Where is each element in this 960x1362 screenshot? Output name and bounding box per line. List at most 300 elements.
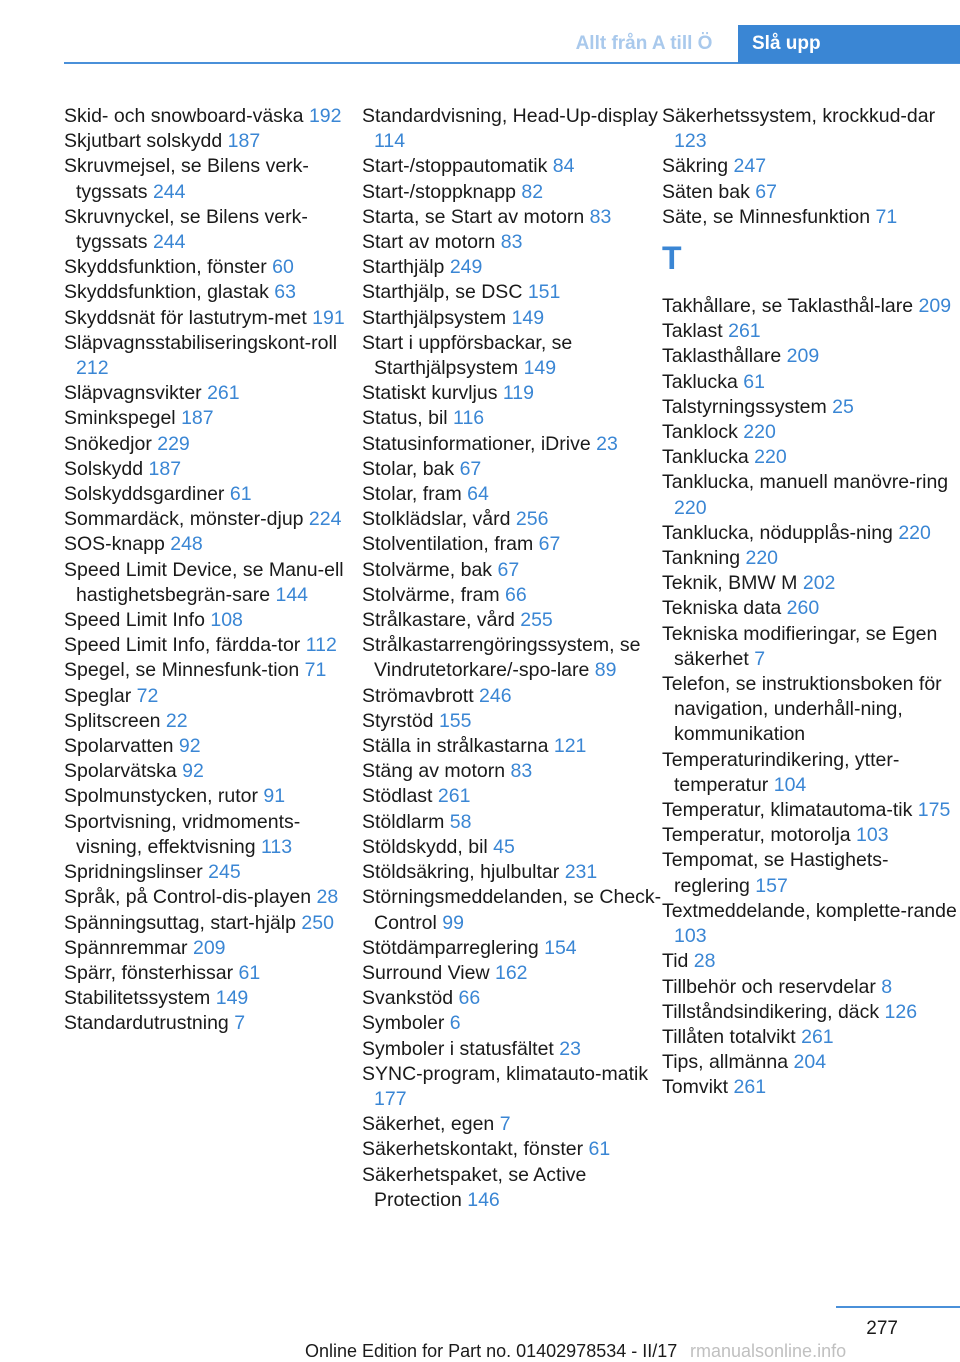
index-entry	[362, 104, 662, 154]
index-page-link[interactable]: 256	[515, 508, 549, 531]
index-entry-term: Start-/stoppautomatik	[362, 155, 553, 178]
index-entry	[64, 1011, 364, 1036]
index-entry	[64, 986, 364, 1011]
index-entry	[662, 622, 958, 672]
index-page-link[interactable]: 82	[521, 180, 544, 203]
index-page-link[interactable]: 192	[308, 105, 342, 127]
index-entry-term: Säten bak	[662, 180, 756, 203]
index-page-link[interactable]: 7	[754, 647, 766, 670]
header-tab-lookup[interactable]: Slå upp	[738, 25, 960, 63]
index-entry-term: Släpvagnsstabiliseringskont-roll	[64, 331, 338, 354]
index-page-link[interactable]: 229	[157, 432, 190, 455]
index-column-3	[662, 104, 958, 1101]
index-entry-term: Sminkspegel	[64, 407, 182, 430]
index-page-link[interactable]: 209	[918, 295, 952, 318]
index-page-link[interactable]: 61	[588, 1138, 611, 1161]
index-page-link[interactable]: 261	[207, 382, 240, 405]
index-page-link[interactable]: 66	[505, 583, 527, 606]
index-entry-term: Temperaturindikering, ytter-temperatur	[662, 748, 900, 796]
index-entry	[662, 823, 958, 848]
index-page-link[interactable]: 61	[743, 370, 765, 393]
index-page-link[interactable]: 89	[594, 659, 617, 682]
index-entry	[662, 1075, 958, 1100]
index-page-link[interactable]: 244	[152, 231, 186, 254]
index-entry	[362, 810, 662, 835]
index-entry-term: Skid- och snowboard-väska	[64, 105, 309, 127]
index-page-link[interactable]: 162	[494, 961, 528, 984]
index-entry	[362, 1062, 662, 1112]
index-page-link[interactable]: 83	[510, 760, 533, 783]
index-page-link[interactable]: 71	[875, 205, 898, 228]
index-entry-term: Takhållare, se Taklasthål-lare	[662, 295, 919, 318]
index-entry-term: Spänningsuttag, start-hjälp	[64, 911, 302, 934]
index-entry-term: Tempomat, se Hastighets-reglering	[662, 849, 889, 897]
index-entry	[362, 759, 662, 784]
index-entry	[362, 507, 662, 532]
index-page-link[interactable]: 220	[674, 496, 707, 519]
index-entry-term: Svankstöd	[362, 987, 459, 1010]
index-entry-term: Säkerhet, egen	[362, 1113, 500, 1136]
index-entry-term: Speed Limit Info, färdda-tor	[64, 634, 306, 657]
index-entry-term: Statiskt kurvljus	[362, 382, 503, 405]
index-page-link[interactable]: 66	[458, 987, 481, 1010]
index-page-link[interactable]: 209	[192, 936, 226, 959]
index-entry-term: Solskydd	[64, 457, 149, 480]
index-page-link[interactable]: 246	[479, 684, 512, 707]
index-entry	[64, 709, 364, 734]
index-page-link[interactable]: 113	[261, 835, 293, 858]
index-page-link[interactable]: 72	[136, 684, 159, 707]
index-entry-term: Speglar	[64, 684, 137, 707]
header-section-title: Allt från A till Ö	[575, 33, 713, 54]
index-entry-term: Starthjälpsystem	[362, 306, 512, 329]
index-page-link[interactable]: 58	[449, 810, 472, 833]
index-entry-term: Start-/stoppknapp	[362, 180, 522, 203]
index-page-link[interactable]: 6	[449, 1012, 461, 1035]
index-entry	[64, 911, 364, 936]
index-entry	[64, 381, 364, 406]
index-entry-term: Temperatur, klimatautoma-tik	[662, 799, 918, 822]
index-entry-term: Stöldsäkring, hjulbultar	[362, 861, 565, 884]
index-entry-term: Standardutrustning	[64, 1012, 235, 1035]
index-entry	[64, 558, 364, 608]
index-page-link[interactable]: 187	[181, 407, 214, 430]
index-entry-term: Temperatur, motorolja	[662, 824, 857, 847]
index-entry-term: Stöldskydd, bil	[362, 835, 494, 858]
index-page-link[interactable]: 126	[884, 1000, 918, 1023]
index-page-link[interactable]: 63	[274, 281, 296, 304]
index-entry	[362, 255, 662, 280]
index-entry-term: Solskyddsgardiner	[64, 483, 230, 506]
index-entry	[64, 860, 364, 885]
index-entry	[662, 420, 958, 445]
index-entry-term: Släpvagnsvikter	[64, 382, 208, 405]
index-entry-term: Tanklucka, manuell manövre-ring	[662, 471, 949, 494]
index-entry	[64, 154, 364, 204]
index-entry	[662, 571, 958, 596]
index-page-link[interactable]: 151	[527, 281, 561, 304]
index-entry-term: Skruvmejsel, se Bilens verk-tygssats	[64, 155, 309, 203]
index-entry-term: Säkring	[662, 155, 734, 178]
index-page-link[interactable]: 220	[754, 446, 787, 469]
index-entry	[64, 507, 364, 532]
index-entry-term: Textmeddelande, komplette-rande	[662, 899, 957, 922]
index-page-link[interactable]: 149	[215, 987, 249, 1010]
index-entry-term: Säkerhetskontakt, fönster	[362, 1138, 589, 1161]
index-entry	[362, 784, 662, 809]
index-entry-term: Tid	[662, 950, 694, 973]
index-entry-term: Spännremmar	[64, 936, 193, 959]
index-page-link[interactable]: 28	[316, 886, 339, 909]
index-entry	[362, 1011, 662, 1036]
index-entry-term: Säkerhetssystem, krockkud-dar	[662, 105, 936, 127]
index-page-link[interactable]: 202	[802, 572, 836, 595]
index-page-link[interactable]: 25	[832, 395, 854, 418]
index-page-link[interactable]: 149	[523, 357, 557, 380]
index-letter-heading: T	[662, 240, 682, 277]
index-entry	[64, 306, 364, 331]
index-entry	[64, 759, 364, 784]
index-page-link[interactable]: 261	[728, 320, 761, 343]
index-entry-term: SYNC-program, klimatauto-matik	[362, 1062, 649, 1085]
index-entry-term: Skyddsfunktion, fönster	[64, 256, 273, 279]
index-entry	[662, 521, 958, 546]
index-page-link[interactable]: 7	[499, 1113, 511, 1136]
index-entry-term: Tillbehör och reservdelar	[662, 975, 882, 998]
index-entry	[362, 230, 662, 255]
index-entry	[362, 205, 662, 230]
index-entry-term: Spegel, se Minnesfunk-tion	[64, 659, 305, 682]
index-entry	[362, 835, 662, 860]
footer-edition: Online Edition for Part no. 01402978534 - II/17	[305, 1341, 678, 1361]
index-page-link[interactable]: 28	[693, 950, 716, 973]
index-entry	[362, 180, 662, 205]
index-entry-term: Sportvisning, vridmoments-visning, effektvisning	[64, 810, 301, 858]
index-entry-term: Taklast	[662, 320, 729, 343]
index-entry	[362, 709, 662, 734]
index-page-link[interactable]: 220	[743, 421, 776, 444]
index-entry	[64, 255, 364, 280]
index-page-link[interactable]: 67	[538, 533, 561, 556]
index-entry	[662, 546, 958, 571]
index-page-link[interactable]: 108	[210, 609, 243, 632]
index-entry	[64, 205, 364, 255]
index-entry	[64, 457, 364, 482]
index-page-link[interactable]: 67	[755, 180, 777, 203]
index-entry	[662, 596, 958, 621]
index-page-link[interactable]: 91	[263, 785, 286, 808]
index-entry-term: Stäng av motorn	[362, 760, 511, 783]
index-page-link[interactable]: 22	[165, 709, 188, 732]
index-entry-term: Stötdämparreglering	[362, 936, 545, 959]
index-entry-term: Stabilitetssystem	[64, 987, 216, 1010]
index-entry	[662, 445, 958, 470]
index-entry	[362, 734, 662, 759]
index-entry	[64, 482, 364, 507]
index-page-link[interactable]: 8	[881, 975, 893, 998]
index-entry	[362, 306, 662, 331]
index-entry-term: Tanklucka, nödupplås-ning	[662, 521, 899, 544]
index-entry	[662, 975, 958, 1000]
index-entry	[64, 104, 364, 129]
index-entry-term: Splitscreen	[64, 709, 166, 732]
index-entry	[64, 961, 364, 986]
index-entry	[662, 672, 958, 748]
index-page-link[interactable]: 71	[304, 659, 327, 682]
index-entry-term: Störningsmeddelanden, se Check-Control	[362, 886, 662, 934]
index-page-link[interactable]: 103	[856, 824, 889, 847]
index-entry	[362, 280, 662, 305]
index-entry	[64, 406, 364, 431]
index-entry-term: Teknik, BMW M	[662, 572, 803, 595]
index-entry-term: Spärr, fönsterhissar	[64, 961, 239, 984]
index-entry	[662, 344, 958, 369]
index-entry-term: Tillåten totalvikt	[662, 1025, 802, 1048]
index-entry	[64, 608, 364, 633]
index-page-link[interactable]: 175	[917, 799, 951, 822]
index-page-link[interactable]: 154	[544, 936, 577, 959]
index-entry	[662, 949, 958, 974]
index-page-link[interactable]: 84	[552, 155, 575, 178]
index-entry	[662, 395, 958, 420]
index-page-link[interactable]: 7	[234, 1012, 246, 1035]
index-page-link[interactable]: 155	[438, 709, 472, 732]
index-page-link[interactable]: 61	[229, 483, 252, 506]
index-entry	[362, 1137, 662, 1162]
index-page-link[interactable]: 261	[801, 1025, 834, 1048]
index-page-link[interactable]: 103	[674, 925, 707, 948]
index-page-link[interactable]: 83	[589, 205, 612, 228]
index-entry	[64, 532, 364, 557]
index-entry	[64, 658, 364, 683]
index-entry-term: Telefon, se instruktionsboken för navigation, underhåll-ning, kommunikation	[662, 673, 942, 746]
index-entry-term: Tekniska data	[662, 597, 787, 620]
index-entry	[362, 608, 662, 633]
index-page-link[interactable]: 23	[559, 1037, 581, 1060]
index-entry-term: Ställa in strålkastarna	[362, 735, 554, 758]
index-page-link[interactable]: 116	[453, 407, 485, 430]
index-entry-term: Skyddsfunktion, glastak	[64, 281, 275, 304]
index-entry	[662, 748, 958, 798]
index-entry-term: Strålkastare, vård	[362, 609, 521, 632]
index-page-link[interactable]: 260	[786, 597, 820, 620]
index-page-link[interactable]: 209	[786, 345, 820, 368]
index-page-link[interactable]: 187	[227, 130, 261, 153]
index-entry	[362, 936, 662, 961]
index-page-link[interactable]: 67	[459, 457, 482, 480]
index-entry-term: Spolarvatten	[64, 735, 179, 758]
index-entry	[362, 482, 662, 507]
index-entry	[662, 470, 958, 520]
page-number: 277	[866, 1318, 898, 1339]
index-page-link[interactable]: 64	[467, 483, 489, 506]
index-entry-term: Stolventilation, fram	[362, 533, 539, 556]
index-entry-term: Skyddsnät för lastutrym-met	[64, 306, 313, 329]
index-column-2	[362, 104, 662, 1213]
index-page-link[interactable]: 114	[374, 130, 406, 153]
index-entry	[362, 1163, 662, 1213]
index-entry-term: Standardvisning, Head-Up-display	[362, 105, 658, 127]
index-entry-term: Stolklädslar, vård	[362, 508, 516, 531]
index-entry	[64, 280, 364, 305]
index-entry-term: Statusinformationer, iDrive	[362, 432, 597, 455]
index-entry	[362, 406, 662, 431]
index-page-link[interactable]: 61	[238, 961, 261, 984]
index-entry-term: Starthjälp	[362, 256, 450, 279]
index-page-link[interactable]: 191	[312, 306, 345, 329]
footer-rule	[836, 1306, 960, 1308]
index-entry	[362, 532, 662, 557]
index-entry	[362, 633, 662, 683]
index-page-link[interactable]: 224	[308, 508, 342, 531]
index-page-link[interactable]: 92	[178, 735, 201, 758]
index-page-link[interactable]: 212	[76, 357, 109, 380]
index-entry	[64, 936, 364, 961]
index-page-link[interactable]: 255	[520, 609, 553, 632]
index-entry	[662, 294, 958, 319]
index-entry-term: Spolmunstycken, rutor	[64, 785, 264, 808]
index-entry-term: Tips, allmänna	[662, 1051, 794, 1074]
index-entry-term: SOS-knapp	[64, 533, 171, 556]
index-entry	[362, 154, 662, 179]
index-entry-term: Tanklucka	[662, 446, 755, 469]
index-page-link[interactable]: 157	[755, 874, 788, 897]
index-page-link[interactable]: 146	[467, 1188, 500, 1211]
index-entry-term: Status, bil	[362, 407, 454, 430]
index-entry	[662, 154, 958, 179]
index-page-link[interactable]: 250	[301, 911, 334, 934]
index-entry	[662, 798, 958, 823]
index-entry-term: Stöldlarm	[362, 810, 450, 833]
index-column-1	[64, 104, 364, 1037]
index-entry	[662, 1050, 958, 1075]
index-entry	[662, 180, 958, 205]
index-page-link[interactable]: 244	[152, 180, 186, 203]
index-entry-term: Spolarvätska	[64, 760, 183, 783]
index-entry-term: Start i uppförsbackar, se Starthjälpsystem	[362, 331, 573, 380]
index-entry	[362, 860, 662, 885]
index-entry	[362, 1037, 662, 1062]
index-entry-term: Starthjälp, se DSC	[362, 281, 528, 304]
index-entry	[662, 205, 958, 230]
index-page-link[interactable]: 121	[553, 735, 587, 758]
index-page-link[interactable]: 220	[745, 547, 779, 570]
index-page-link[interactable]: 99	[442, 911, 464, 934]
index-entry-term: Speed Limit Info	[64, 609, 211, 632]
index-entry	[362, 684, 662, 709]
index-entry-term: Styrstöd	[362, 709, 439, 732]
index-entry	[662, 848, 958, 898]
index-entry-term: Tillståndsindikering, däck	[662, 1000, 885, 1023]
index-entry-term: Stolar, bak	[362, 457, 460, 480]
index-entry-term: Tekniska modifieringar, se Egen säkerhet	[662, 622, 938, 670]
index-entry	[662, 1000, 958, 1025]
index-page-link[interactable]: 112	[305, 634, 337, 657]
index-entry-term: Surround View	[362, 961, 495, 984]
index-entry-term: Stolvärme, bak	[362, 558, 498, 581]
index-page-link[interactable]: 144	[275, 583, 309, 606]
index-page-link[interactable]: 104	[773, 773, 807, 796]
index-page-link[interactable]: 92	[182, 760, 204, 783]
index-entry-term: Stödlast	[362, 785, 438, 808]
index-entry-term: Talstyrningssystem	[662, 395, 833, 418]
index-entry	[362, 885, 662, 935]
index-page-link[interactable]: 67	[497, 558, 520, 581]
index-page-link[interactable]: 231	[564, 861, 598, 884]
index-entry	[662, 370, 958, 395]
index-page-link[interactable]: 23	[596, 432, 618, 455]
index-page-link[interactable]: 119	[502, 382, 534, 405]
index-entry	[662, 319, 958, 344]
index-entry	[362, 457, 662, 482]
index-entry	[662, 1025, 958, 1050]
index-entry	[362, 583, 662, 608]
index-entry	[64, 784, 364, 809]
index-entry-term: Skruvnyckel, se Bilens verk-tygssats	[64, 205, 308, 254]
index-entry-term: Stolar, fram	[362, 483, 468, 506]
index-page-link[interactable]: 261	[437, 785, 471, 808]
index-entry	[362, 432, 662, 457]
index-entry-term: Sommardäck, mönster-djup	[64, 508, 309, 531]
index-entry	[362, 1112, 662, 1137]
index-page-link[interactable]: 261	[733, 1076, 767, 1099]
index-entry	[362, 986, 662, 1011]
index-entry	[662, 104, 958, 154]
index-entry	[64, 734, 364, 759]
index-entry-term: Taklasthållare	[662, 345, 787, 368]
index-page-link[interactable]: 204	[793, 1051, 827, 1074]
index-entry-term: Snökedjor	[64, 432, 158, 455]
index-entry-term: Tanklock	[662, 421, 744, 444]
index-entry-term: Säte, se Minnesfunktion	[662, 205, 876, 228]
index-entry	[362, 381, 662, 406]
index-entry-term: Speed Limit Device, se Manu-ell hastighetsbegrän-sare	[64, 558, 344, 606]
index-page-link[interactable]: 45	[493, 835, 515, 858]
index-page-link[interactable]: 248	[170, 533, 203, 556]
index-entry	[362, 558, 662, 583]
index-page-link[interactable]: 187	[148, 457, 182, 480]
index-entry	[662, 899, 958, 949]
index-entry-term: Strömavbrott	[362, 684, 480, 707]
index-entry-term: Spridningslinser	[64, 861, 209, 884]
index-entry-term: Tomvikt	[662, 1076, 734, 1099]
index-page-link[interactable]: 60	[272, 256, 294, 279]
index-entry-term: Tankning	[662, 547, 746, 570]
index-entry-term: Symboler	[362, 1012, 450, 1035]
index-entry	[64, 684, 364, 709]
index-page-link[interactable]: 83	[500, 231, 523, 254]
index-page-link[interactable]: 249	[449, 256, 483, 279]
watermark: rmanualsonline.info	[690, 1341, 847, 1361]
index-entry-term: Starta, se Start av motorn	[362, 205, 590, 228]
index-entry-term: Skjutbart solskydd	[64, 130, 228, 153]
index-entry	[362, 961, 662, 986]
index-page-link[interactable]: 220	[898, 521, 931, 544]
index-page-link[interactable]: 245	[208, 861, 241, 884]
index-entry-term: Säkerhetspaket, se Active Protection	[362, 1163, 587, 1211]
index-entry-term: Strålkastarrengöringssystem, se Vindrutetorkare/-spo-lare	[362, 634, 641, 682]
index-page-link[interactable]: 247	[733, 155, 767, 178]
index-page-link[interactable]: 149	[511, 306, 545, 329]
index-page-link[interactable]: 177	[374, 1087, 407, 1110]
index-entry	[64, 331, 364, 381]
index-entry-term: Start av motorn	[362, 231, 501, 254]
index-entry	[362, 331, 662, 381]
index-entry	[64, 885, 364, 910]
index-entry-term: Stolvärme, fram	[362, 583, 506, 606]
index-entry	[64, 432, 364, 457]
index-page-link[interactable]: 123	[674, 130, 707, 153]
